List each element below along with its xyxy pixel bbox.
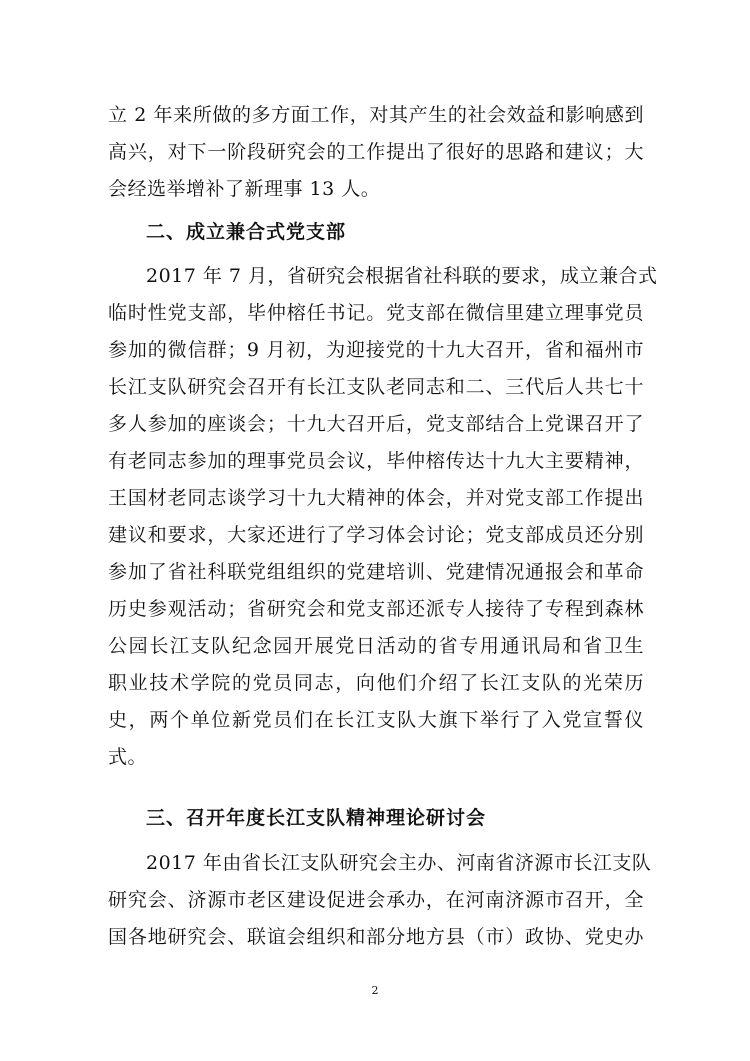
paragraph-line: 立 2 年来所做的多方面工作，对其产生的社会效益和影响感到: [108, 104, 644, 126]
paragraph-line: 2017 年由省长江支队研究会主办、河南省济源市长江支队: [146, 852, 652, 874]
paragraph-line: 公园长江支队纪念园开展党日活动的省专用通讯局和省卫生: [108, 635, 644, 657]
paragraph-line: 王国材老同志谈学习十九大精神的体会，并对党支部工作提出: [108, 487, 644, 509]
paragraph-line: 长江支队研究会召开有长江支队老同志和二、三代后人共七十: [108, 376, 644, 398]
paragraph-line: 国各地研究会、联谊会组织和部分地方县（市）政协、党史办: [108, 926, 644, 948]
paragraph-line: 参加的微信群；9 月初，为迎接党的十九大召开，省和福州市: [108, 339, 644, 361]
paragraph-line: 多人参加的座谈会；十九大召开后，党支部结合上党课召开了: [108, 413, 644, 435]
page-number: 2: [371, 984, 379, 997]
paragraph-line: 参加了省社科联党组组织的党建培训、党建情况通报会和革命: [108, 561, 644, 583]
paragraph-line: 会经选举增补了新理事 13 人。: [108, 178, 381, 200]
paragraph-line: 高兴，对下一阶段研究会的工作提出了很好的思路和建议；大: [108, 141, 644, 163]
section-heading: 三、召开年度长江支队精神理论研讨会: [146, 807, 487, 829]
paragraph-line: 临时性党支部，毕仲榕任书记。党支部在微信里建立理事党员: [108, 302, 644, 324]
paragraph-line: 研究会、济源市老区建设促进会承办，在河南济源市召开，全: [108, 889, 644, 911]
paragraph-line: 建议和要求，大家还进行了学习体会讨论；党支部成员还分别: [108, 524, 644, 546]
paragraph-line: 有老同志参加的理事党员会议，毕仲榕传达十九大主要精神，: [108, 450, 644, 472]
paragraph-line: 史，两个单位新党员们在长江支队大旗下举行了入党宣誓仪: [108, 709, 644, 731]
paragraph-line: 历史参观活动；省研究会和党支部还派专人接待了专程到森林: [108, 598, 644, 620]
paragraph-line: 职业技术学院的党员同志，向他们介绍了长江支队的光荣历: [108, 672, 644, 694]
section-heading: 二、成立兼合式党支部: [146, 221, 347, 243]
paragraph-line: 2017 年 7 月，省研究会根据省社科联的要求，成立兼合式: [146, 265, 658, 287]
paragraph-line: 式。: [108, 746, 148, 768]
